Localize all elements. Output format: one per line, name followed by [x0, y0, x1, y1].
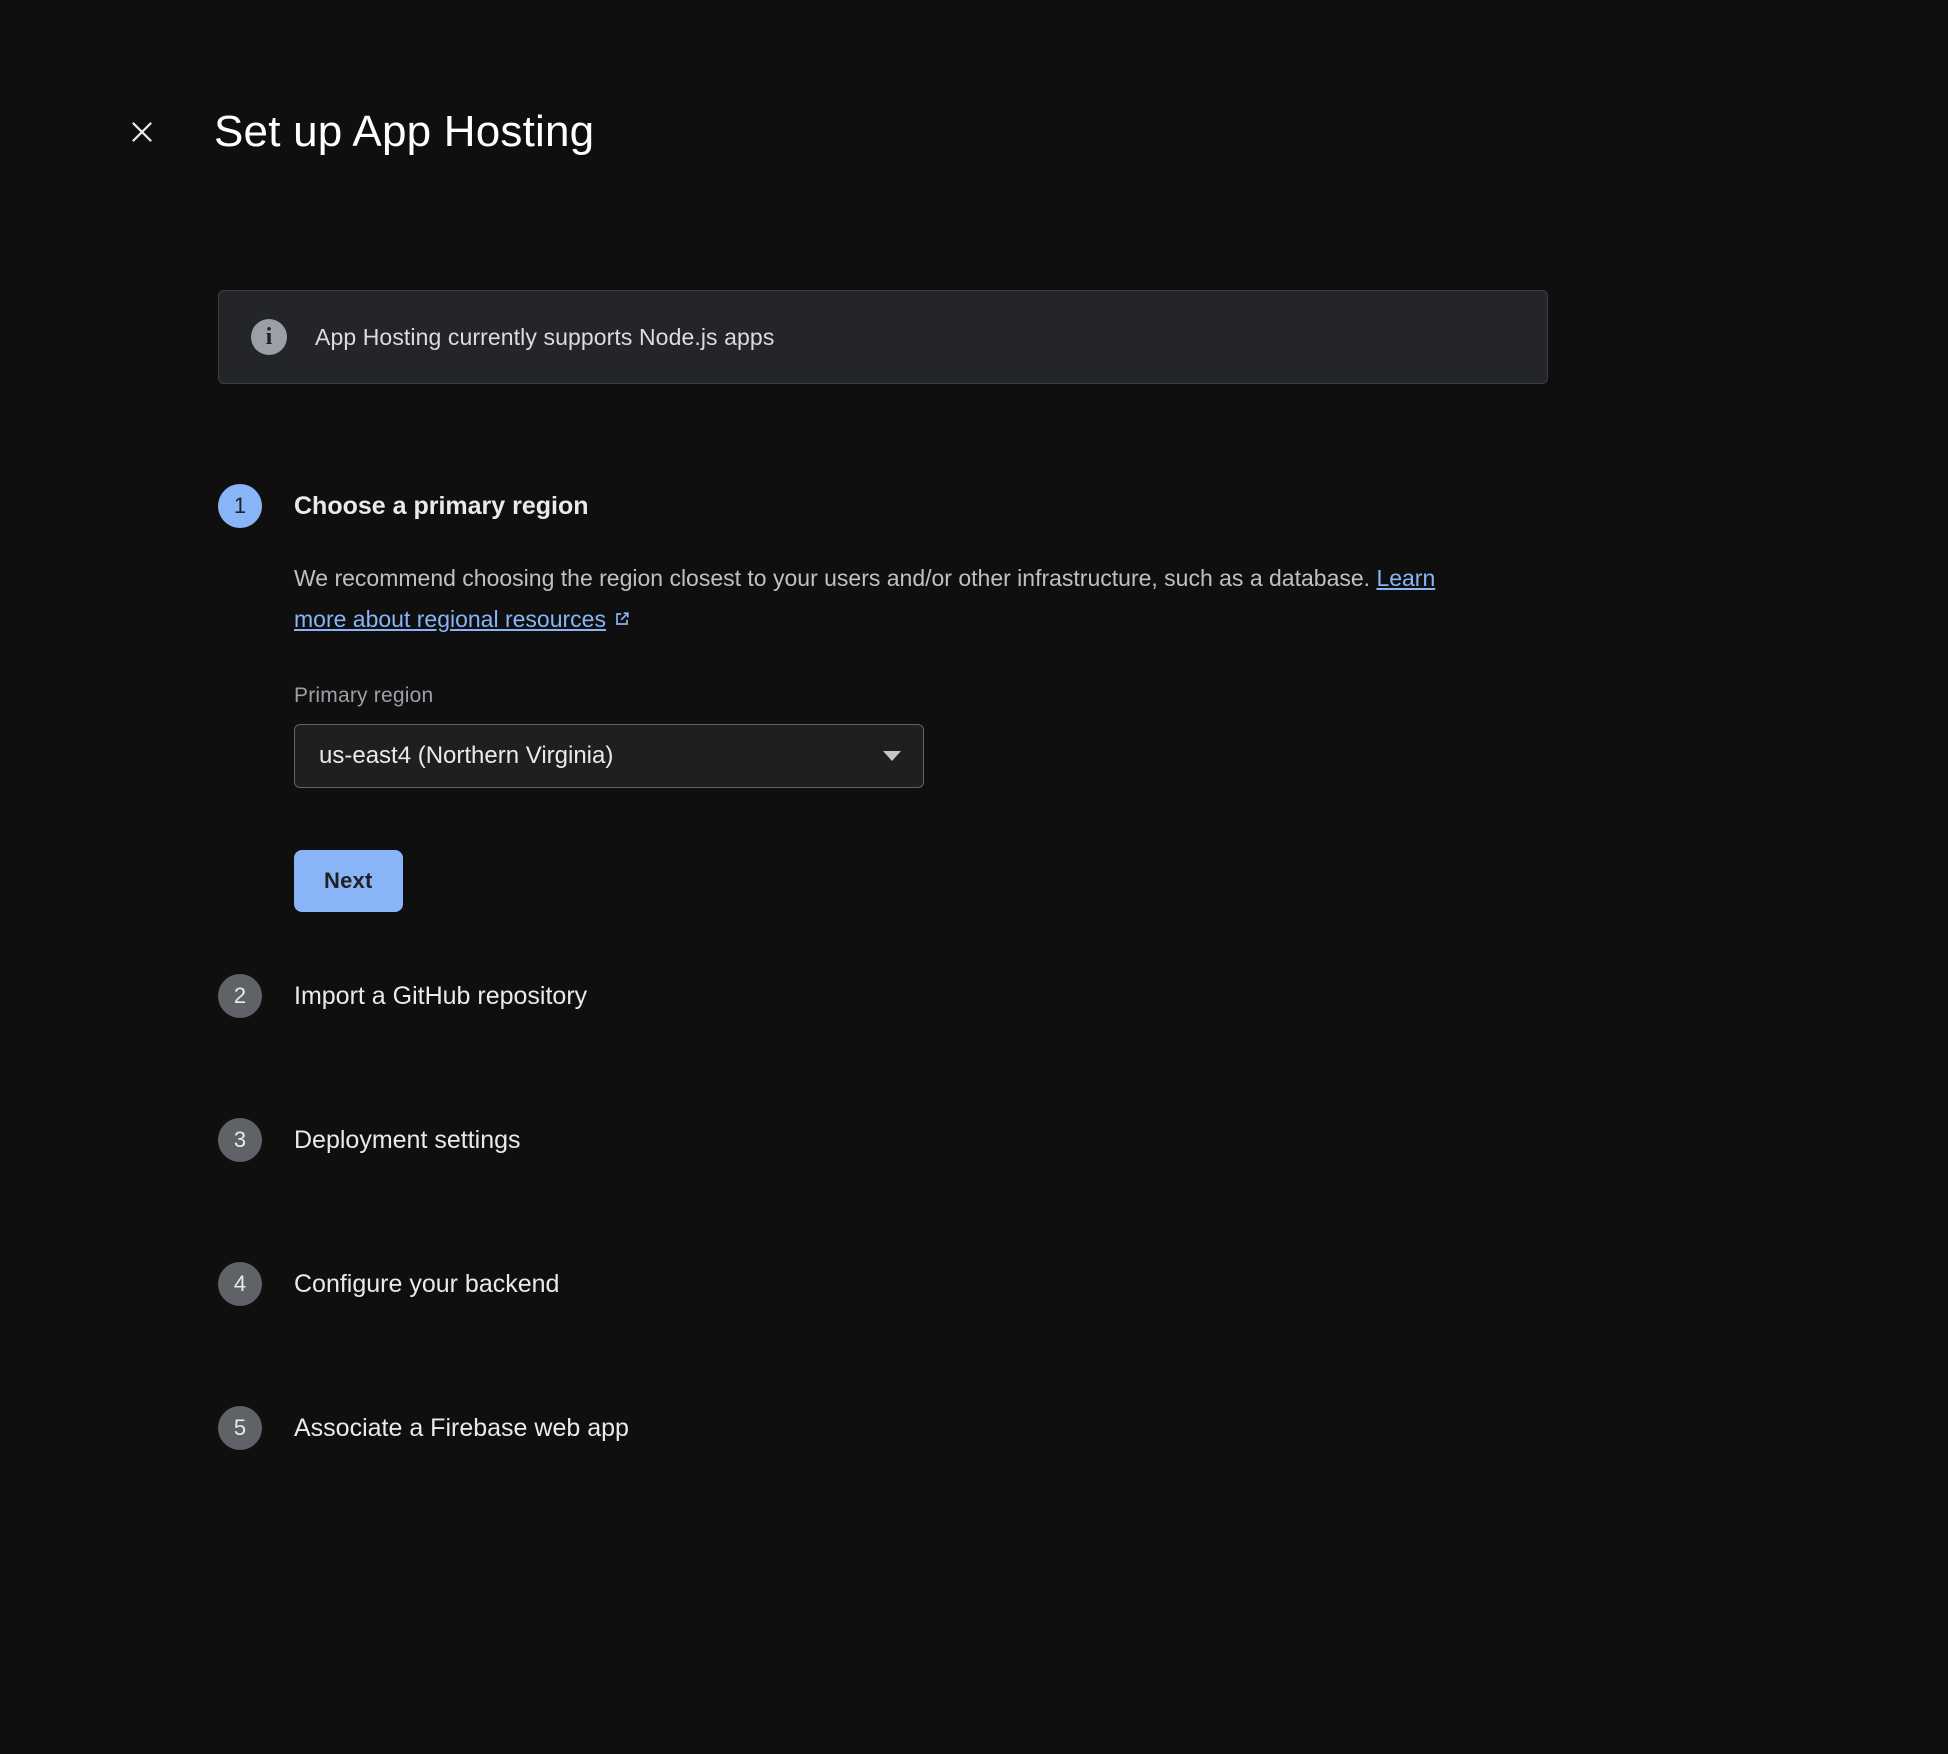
step-4-spacer — [294, 1306, 1948, 1406]
step-5 — [218, 1406, 1948, 1450]
page-title: Set up App Hosting — [214, 107, 595, 156]
step-1-marker — [218, 484, 294, 528]
step-1-description — [294, 558, 1494, 642]
step-4-number: 4 — [218, 1262, 262, 1306]
info-icon: i — [251, 319, 287, 355]
step-3 — [218, 1118, 1948, 1262]
step-2 — [218, 974, 1948, 1118]
step-5-number: 5 — [218, 1406, 262, 1450]
step-3-number: 3 — [218, 1118, 262, 1162]
info-banner-text: App Hosting currently supports Node.js apps — [315, 323, 775, 350]
step-4-marker — [218, 1262, 294, 1306]
chevron-down-icon — [883, 751, 901, 761]
next-button[interactable]: Next — [294, 850, 403, 912]
step-3-spacer — [294, 1162, 1948, 1262]
step-3-title[interactable]: Deployment settings — [294, 1126, 521, 1154]
step-4 — [218, 1262, 1948, 1406]
step-1-number: 1 — [218, 484, 262, 528]
setup-stepper — [218, 484, 1948, 1450]
external-link-icon-glyph — [612, 609, 632, 629]
step-1-title[interactable]: Choose a primary region — [294, 492, 589, 520]
external-link-icon[interactable] — [612, 601, 632, 642]
step-1-body — [294, 484, 1948, 974]
step-2-spacer — [294, 1018, 1948, 1118]
primary-region-value: us-east4 (Northern Virginia) — [319, 742, 614, 769]
step-1-description-text: We recommend choosing the region closest to your users and/or other infrastructure, such as a database. — [294, 565, 1377, 591]
step-3-marker — [218, 1118, 294, 1162]
step-3-body — [294, 1118, 1948, 1262]
step-5-title[interactable]: Associate a Firebase web app — [294, 1414, 629, 1442]
setup-content — [0, 290, 1948, 1450]
primary-region-select[interactable] — [294, 724, 924, 788]
step-5-marker — [218, 1406, 294, 1450]
step-4-title[interactable]: Configure your backend — [294, 1270, 560, 1298]
learn-more-link[interactable]: Learn more about regional resources — [294, 565, 1436, 632]
step-1-content — [294, 528, 1948, 974]
step-2-number: 2 — [218, 974, 262, 1018]
step-4-body — [294, 1262, 1948, 1406]
step-1 — [218, 484, 1948, 974]
step-5-body — [294, 1406, 1948, 1450]
primary-region-label: Primary region — [294, 684, 434, 707]
close-icon-glyph — [125, 115, 159, 149]
close-icon[interactable] — [118, 108, 166, 156]
page-header — [0, 0, 1948, 156]
step-2-marker — [218, 974, 294, 1018]
step-2-title[interactable]: Import a GitHub repository — [294, 982, 588, 1010]
info-banner — [218, 290, 1548, 384]
step-2-body — [294, 974, 1948, 1118]
